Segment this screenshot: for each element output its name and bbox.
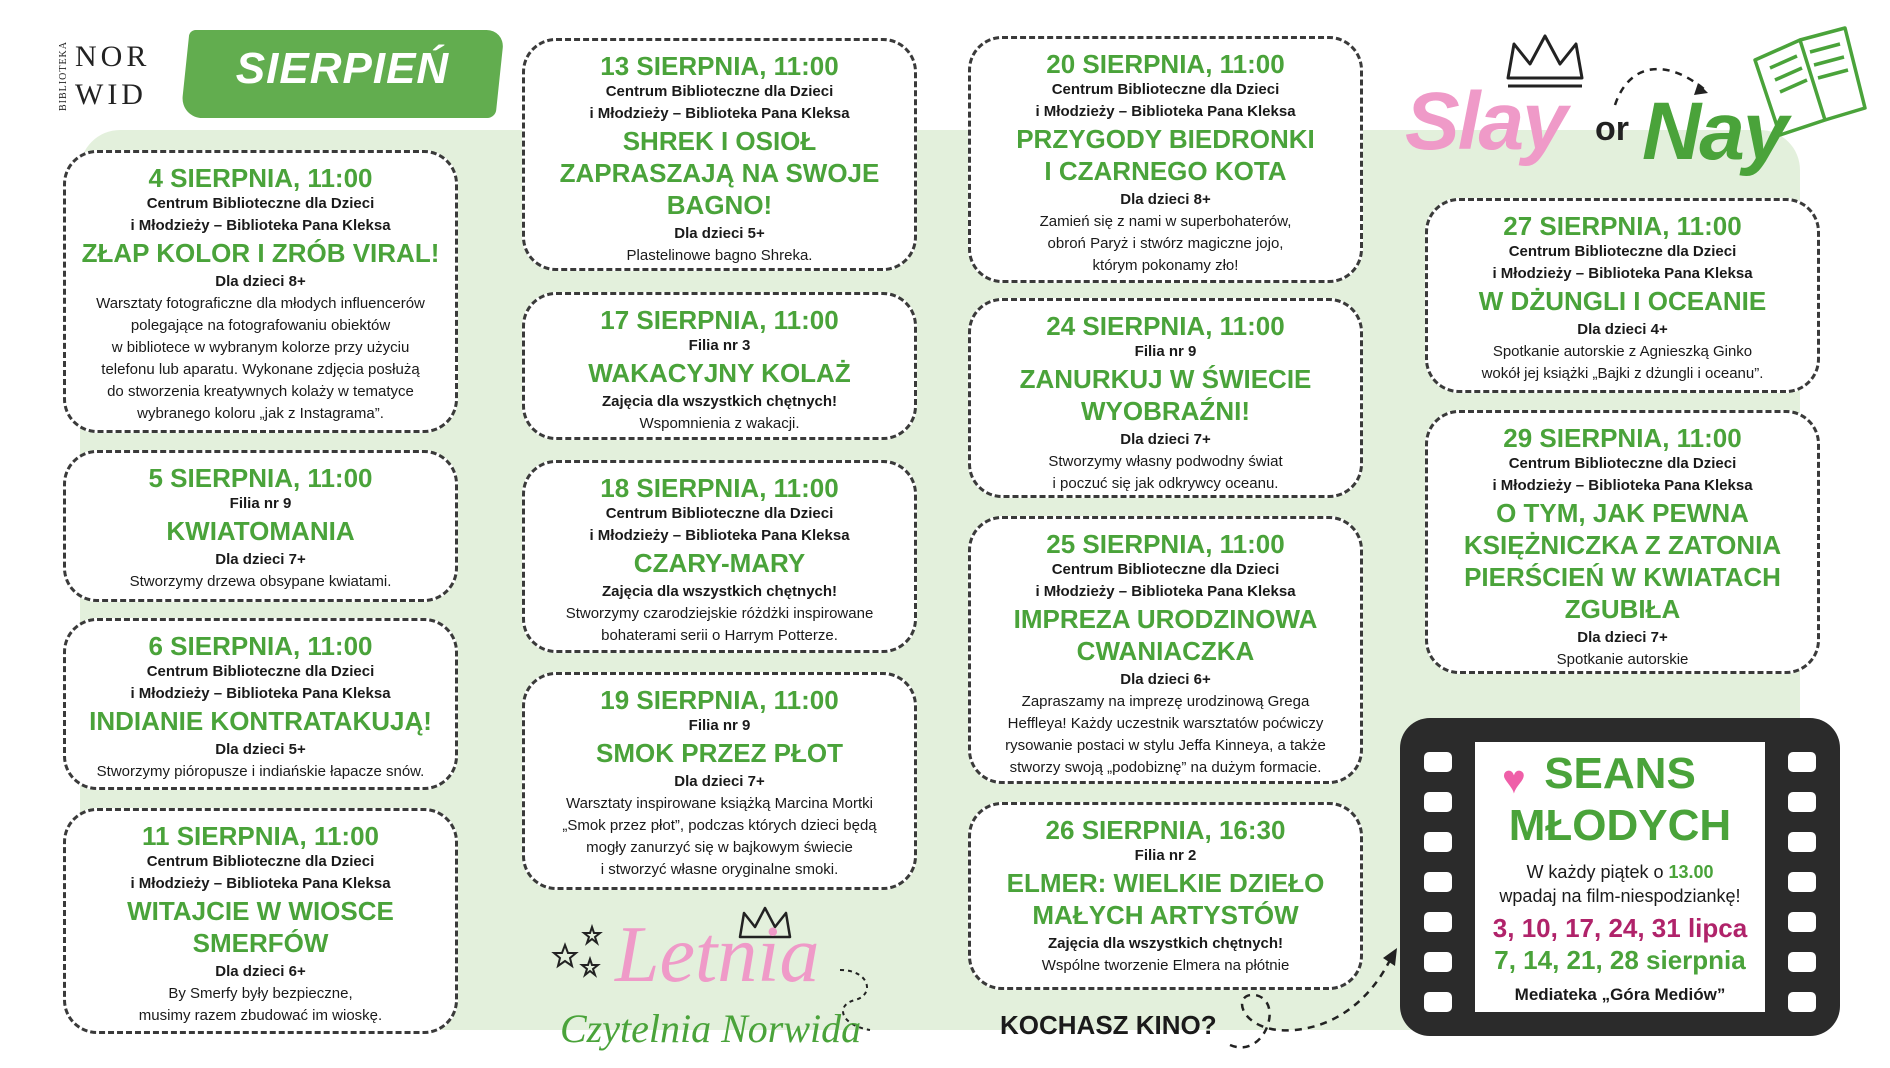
event-age: Zajęcia dla wszystkich chętnych! (601, 583, 838, 600)
event-date: 18 SIERPNIA, 11:00 (600, 473, 839, 503)
event-date: 25 SIERPNIA, 11:00 (1046, 529, 1285, 559)
event-age: Dla dzieci 8+ (1120, 191, 1211, 208)
event-title: O TYM, JAK PEWNA (1496, 498, 1749, 528)
event-desc: Plastelinowe bagno Shreka. (626, 247, 813, 264)
event-location: i Młodzieży – Biblioteka Pana Kleksa (130, 875, 391, 892)
month-title: SIERPIEŃ (235, 44, 450, 93)
event-location: Centrum Biblioteczne dla Dzieci (1508, 243, 1737, 260)
event-desc: Warsztaty fotograficzne dla młodych influencerów (96, 295, 425, 312)
event-card-aug-5 (63, 450, 458, 602)
event-title: SMERFÓW (192, 928, 329, 958)
film-hole (1788, 952, 1816, 972)
event-title: W DŻUNGLI I OCEANIE (1478, 286, 1767, 316)
event-card-aug-20 (968, 36, 1363, 283)
event-location: i Młodzieży – Biblioteka Pana Kleksa (589, 527, 850, 544)
event-age: Dla dzieci 7+ (1577, 629, 1668, 646)
event-title: KWIATOMANIA (166, 516, 355, 546)
event-age: Dla dzieci 4+ (1577, 321, 1668, 338)
event-location: Centrum Biblioteczne dla Dzieci (146, 195, 375, 212)
film-hole (1424, 872, 1452, 892)
seans-place: Mediateka „Góra Mediów” (1514, 985, 1726, 1004)
event-date: 19 SIERPNIA, 11:00 (600, 685, 839, 715)
event-date: 20 SIERPNIA, 11:00 (1046, 49, 1285, 79)
event-card-aug-18 (522, 460, 917, 653)
event-card-aug-25 (968, 516, 1363, 784)
czytelnia-norwida-text: Czytelnia Norwida (560, 1006, 862, 1051)
event-location: i Młodzieży – Biblioteka Pana Kleksa (1492, 477, 1753, 494)
event-title: ELMER: WIELKIE DZIEŁO (1006, 868, 1325, 898)
seans-title-2: MŁODYCH (1508, 801, 1732, 850)
film-hole (1424, 992, 1452, 1012)
event-title: ZAPRASZAJĄ NA SWOJE (559, 158, 880, 188)
event-location: Filia nr 9 (229, 495, 292, 512)
event-age: Zajęcia dla wszystkich chętnych! (1047, 935, 1284, 952)
event-date: 29 SIERPNIA, 11:00 (1503, 423, 1742, 453)
event-desc: mogły zanurzyć się w bajkowym świecie (586, 839, 853, 856)
slay-text: Slay (1405, 76, 1566, 167)
event-date: 27 SIERPNIA, 11:00 (1503, 211, 1742, 241)
event-desc: Warsztaty inspirowane książką Marcina Mortki (565, 795, 874, 812)
event-age: Dla dzieci 6+ (1120, 671, 1211, 688)
logo-line-2: WID (75, 78, 147, 111)
event-location: i Młodzieży – Biblioteka Pana Kleksa (130, 685, 391, 702)
logo-line-1: NOR (75, 40, 151, 73)
event-location: Centrum Biblioteczne dla Dzieci (146, 663, 375, 680)
event-card-aug-17 (522, 292, 917, 440)
event-title: BAGNO! (666, 190, 773, 220)
event-location: Centrum Biblioteczne dla Dzieci (1508, 455, 1737, 472)
film-hole (1788, 832, 1816, 852)
event-desc: By Smerfy były bezpieczne, (168, 985, 353, 1002)
event-desc: Spotkanie autorskie (1556, 651, 1689, 668)
seans-schedule-text (1475, 860, 1765, 884)
event-title: I CZARNEGO KOTA (1044, 156, 1287, 186)
event-desc: wokół jej książki „Bajki z dżungli i oceanu”. (1481, 365, 1764, 382)
event-age: Dla dzieci 7+ (674, 773, 765, 790)
event-title: IMPREZA URODZINOWA (1013, 604, 1318, 634)
film-hole (1424, 952, 1452, 972)
event-desc: Zamień się z nami w superbohaterów, (1039, 213, 1292, 230)
seans-title-1: SEANS (1544, 749, 1696, 798)
seans-time: 13.00 (1668, 862, 1714, 882)
film-hole (1424, 752, 1452, 772)
event-age: Dla dzieci 7+ (1120, 431, 1211, 448)
event-desc: którym pokonamy zło! (1092, 257, 1239, 274)
event-location: Filia nr 3 (688, 337, 751, 354)
film-hole (1424, 832, 1452, 852)
kochasz-kino-text: KOCHASZ KINO? (1000, 1010, 1217, 1040)
event-title: ZŁAP KOLOR I ZRÓB VIRAL! (81, 238, 440, 268)
event-title: WAKACYJNY KOLAŻ (588, 358, 851, 388)
library-logo (58, 38, 150, 114)
event-age: Dla dzieci 6+ (215, 963, 306, 980)
event-desc: obroń Paryż i stwórz magiczne jojo, (1047, 235, 1284, 252)
event-desc: bohaterami serii o Harrym Potterze. (601, 627, 838, 644)
event-desc: Wspomnienia z wakacji. (639, 415, 800, 432)
stars-icon (550, 925, 610, 985)
event-location: Centrum Biblioteczne dla Dzieci (146, 853, 375, 870)
event-desc: Wspólne tworzenie Elmera na płótnie (1041, 957, 1290, 974)
event-location: Filia nr 9 (688, 717, 751, 734)
event-desc: „Smok przez płot”, podczas których dzieci będą (562, 817, 877, 834)
seans-dates-july: 3, 10, 17, 24, 31 lipca (1492, 913, 1748, 943)
event-desc: polegające na fotografowaniu obiektów (130, 317, 391, 334)
event-desc: Spotkanie autorskie z Agnieszką Ginko (1492, 343, 1753, 360)
event-date: 17 SIERPNIA, 11:00 (600, 305, 839, 335)
seans-dates-august: 7, 14, 21, 28 sierpnia (1494, 945, 1746, 975)
letnia-text: Letnia (615, 911, 820, 999)
event-title: ZANURKUJ W ŚWIECIE (1019, 364, 1312, 394)
event-title: INDIANIE KONTRATAKUJĄ! (89, 706, 432, 736)
dashed-arrow-icon (1225, 940, 1405, 1055)
event-card-aug-29 (1425, 410, 1820, 674)
event-card-aug-27 (1425, 198, 1820, 393)
event-date: 11 SIERPNIA, 11:00 (141, 821, 380, 851)
event-desc: wybranego koloru „jak z Instagrama”. (137, 405, 384, 422)
event-desc: Heffleya! Każdy uczestnik warsztatów poćwiczy (1007, 715, 1324, 732)
film-hole (1788, 872, 1816, 892)
heart-icon: ♥ (1502, 758, 1526, 802)
event-title: KSIĘŻNICZKA Z ZATONIA (1463, 530, 1782, 560)
event-desc: i poczuć się jak odkrywcy oceanu. (1052, 475, 1279, 492)
film-strip-frame (1400, 718, 1840, 1036)
event-location: Centrum Biblioteczne dla Dzieci (1051, 561, 1280, 578)
event-date: 13 SIERPNIA, 11:00 (600, 51, 839, 81)
event-desc: w bibliotece w wybranym kolorze przy użyciu (111, 339, 410, 356)
event-card-aug-6 (63, 618, 458, 790)
event-card-aug-13 (522, 38, 917, 271)
event-title: CWANIACZKA (1076, 636, 1255, 666)
event-desc: musimy razem zbudować im wioskę. (138, 1007, 383, 1024)
event-location: Filia nr 2 (1134, 847, 1197, 864)
logo-vertical-text: BIBLIOTEKA (58, 41, 69, 111)
event-location: i Młodzieży – Biblioteka Pana Kleksa (1035, 103, 1296, 120)
event-desc: telefonu lub aparatu. Wykonane zdjęcia posłużą (101, 361, 420, 378)
event-age: Dla dzieci 7+ (215, 551, 306, 568)
event-title: SHREK I OSIOŁ (622, 126, 817, 156)
event-desc: Stworzymy drzewa obsypane kwiatami. (129, 573, 392, 590)
event-desc: Zapraszamy na imprezę urodzinową Grega (1021, 693, 1310, 710)
event-age: Dla dzieci 5+ (215, 741, 306, 758)
event-desc: stworzy swoją „podobiznę” na dużym formacie. (1009, 759, 1322, 776)
event-title: ZGUBIŁA (1564, 594, 1681, 624)
event-location: Filia nr 9 (1134, 343, 1197, 360)
event-desc: Stworzymy pióropusze i indiańskie łapacze snów. (96, 763, 425, 780)
event-desc: Stworzymy własny podwodny świat (1048, 453, 1283, 470)
event-title: WITAJCIE W WIOSCE (127, 896, 394, 926)
event-title: CZARY-MARY (633, 548, 806, 578)
or-text: or (1595, 110, 1629, 148)
event-location: i Młodzieży – Biblioteka Pana Kleksa (1492, 265, 1753, 282)
event-age: Dla dzieci 5+ (674, 225, 765, 242)
event-location: Centrum Biblioteczne dla Dzieci (605, 505, 834, 522)
event-location: i Młodzieży – Biblioteka Pana Kleksa (1035, 583, 1296, 600)
event-card-aug-19 (522, 672, 917, 890)
event-desc: do stworzenia kreatywnych kolaży w tematyce (107, 383, 414, 400)
event-card-aug-24 (968, 298, 1363, 498)
film-hole (1788, 752, 1816, 772)
film-hole (1788, 792, 1816, 812)
event-age: Dla dzieci 8+ (215, 273, 306, 290)
event-desc: i stworzyć własne oryginalne smoki. (600, 861, 839, 878)
event-date: 6 SIERPNIA, 11:00 (148, 631, 373, 661)
event-title: SMOK PRZEZ PŁOT (596, 738, 843, 768)
event-card-aug-11 (63, 808, 458, 1034)
event-location: i Młodzieży – Biblioteka Pana Kleksa (130, 217, 391, 234)
event-title: WYOBRAŹNI! (1081, 396, 1250, 426)
event-location: Centrum Biblioteczne dla Dzieci (1051, 81, 1280, 98)
event-title: MAŁYCH ARTYSTÓW (1032, 900, 1299, 930)
event-title: PIERŚCIEŃ W KWIATACH (1464, 562, 1781, 592)
nay-text: Nay (1642, 86, 1787, 177)
seans-line-1: W każdy piątek o (1526, 862, 1669, 882)
film-hole (1788, 992, 1816, 1012)
event-date: 4 SIERPNIA, 11:00 (148, 163, 373, 193)
film-hole (1424, 792, 1452, 812)
event-card-aug-4 (63, 150, 458, 433)
seans-line-2: wpadaj na film-niespodziankę! (1499, 886, 1741, 906)
film-hole (1424, 912, 1452, 932)
film-hole (1788, 912, 1816, 932)
event-location: Centrum Biblioteczne dla Dzieci (605, 83, 834, 100)
event-desc: rysowanie postaci w stylu Jeffa Kinneya, a także (1005, 737, 1326, 754)
event-desc: Stworzymy czarodziejskie różdżki inspirowane (565, 605, 874, 622)
event-age: Zajęcia dla wszystkich chętnych! (601, 393, 838, 410)
event-title: PRZYGODY BIEDRONKI (1016, 124, 1315, 154)
event-location: i Młodzieży – Biblioteka Pana Kleksa (589, 105, 850, 122)
event-date: 24 SIERPNIA, 11:00 (1046, 311, 1285, 341)
event-date: 5 SIERPNIA, 11:00 (148, 463, 373, 493)
event-date: 26 SIERPNIA, 16:30 (1045, 815, 1286, 845)
